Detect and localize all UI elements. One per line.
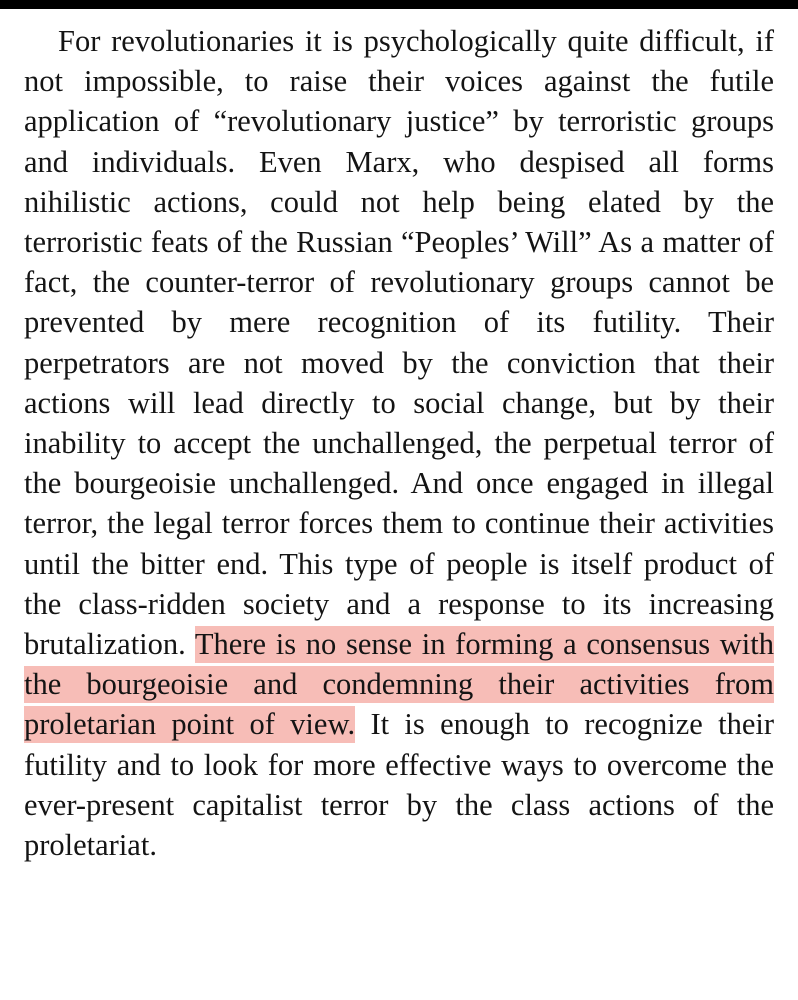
paragraph-text-before-highlight: For revolutionaries it is psychologically quite difficult, if not impossible, to raise their voices against the futile application of “revolutionary justice” by terroristic groups and individuals. Even Marx, who despised all forms nihilistic actions, could not help being elated by the terroristic feats of the Russian “Peoples’ Will” As a matter of fact, the counter-terror of revolutionary groups cannot be prevented by mere recognition of its futility. Their perpetrators are not moved by the conviction that their actions will lead directly to social change, but by their inability to accept the unchallenged, the perpetual terror of the bourgeoisie unchallenged. And once engaged in illegal terror, the legal terror forces them to continue their activities until the bitter end. This type of people is itself product of the class-ridden society and a response to its increasing brutalization.	[24, 24, 774, 662]
body-paragraph	[24, 21, 774, 865]
highlighted-sentence: There is no sense in forming a consensus with the bourgeoisie and condemning their activities from proletarian point of view.	[24, 627, 774, 742]
page-top-border	[0, 0, 798, 9]
page-content	[0, 9, 798, 865]
paragraph-text-after-highlight: It is enough to recognize their futility and to look for more effective ways to overcome the ever-present capitalist terror by the class actions of the proletariat.	[24, 707, 775, 863]
